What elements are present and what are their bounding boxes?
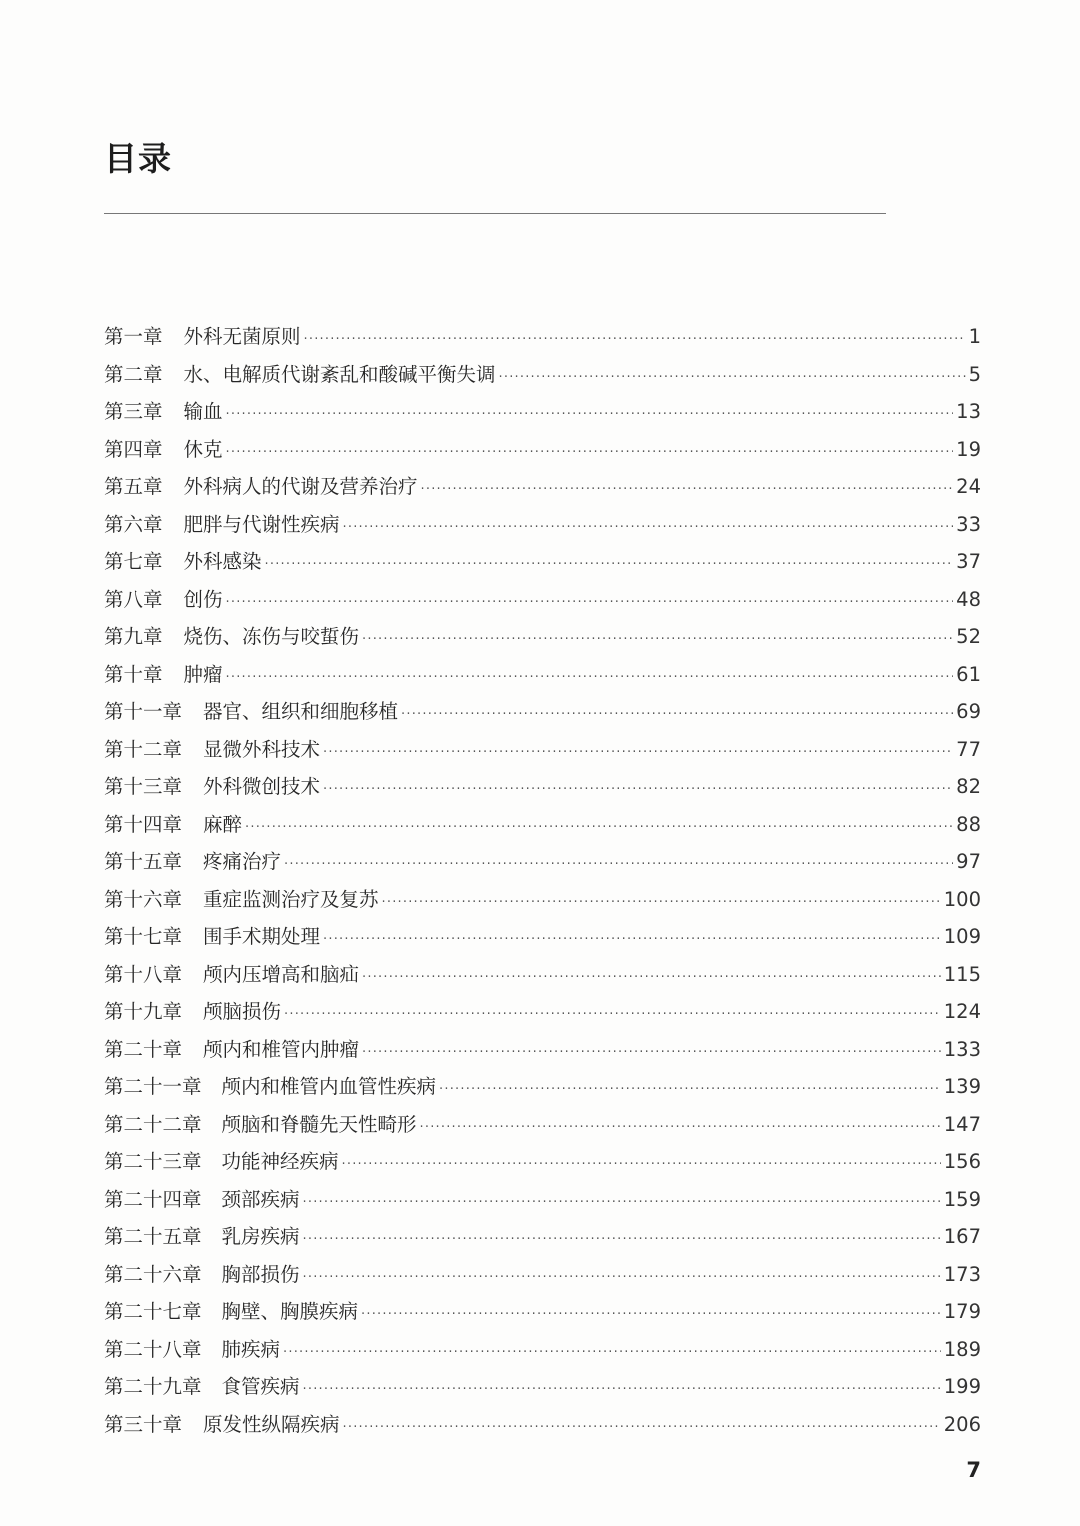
chapter-number: 第二十五章 bbox=[104, 1225, 202, 1248]
page-ref: 133 bbox=[943, 1037, 981, 1061]
dot-leader bbox=[439, 1071, 941, 1109]
toc-entry[interactable] bbox=[104, 656, 981, 694]
dot-leader bbox=[226, 396, 954, 434]
chapter-number: 第三十章 bbox=[104, 1412, 183, 1436]
dot-leader bbox=[304, 321, 966, 359]
dot-leader bbox=[245, 809, 953, 847]
chapter-title: 颅脑损伤 bbox=[203, 1000, 282, 1023]
title-divider bbox=[104, 213, 886, 214]
toc-entry[interactable] bbox=[104, 393, 981, 431]
chapter-title: 颅内和椎管内肿瘤 bbox=[203, 1037, 360, 1061]
toc-entry[interactable] bbox=[104, 881, 981, 919]
chapter-number: 第二十九章 bbox=[104, 1375, 202, 1398]
chapter-number: 第十八章 bbox=[104, 962, 183, 986]
chapter-number: 第二十章 bbox=[104, 1037, 183, 1061]
dot-leader bbox=[303, 1259, 941, 1297]
toc-entry[interactable] bbox=[104, 993, 981, 1031]
dot-leader bbox=[284, 996, 941, 1034]
chapter-title: 胸壁、胸膜疾病 bbox=[221, 1300, 359, 1323]
chapter-title: 乳房疾病 bbox=[221, 1225, 300, 1248]
page-ref: 147 bbox=[943, 1112, 981, 1136]
chapter-number: 第三章 bbox=[104, 400, 163, 423]
dot-leader bbox=[499, 359, 966, 397]
page-ref: 124 bbox=[943, 1000, 981, 1023]
chapter-number: 第一章 bbox=[104, 325, 163, 348]
page-ref: 52 bbox=[956, 625, 981, 648]
toc-entry[interactable] bbox=[104, 506, 981, 544]
toc-entry[interactable] bbox=[104, 431, 981, 469]
toc-entry[interactable] bbox=[104, 1218, 981, 1256]
chapter-number: 第四章 bbox=[104, 437, 163, 461]
page-ref: 189 bbox=[943, 1337, 981, 1361]
chapter-number: 第七章 bbox=[104, 550, 163, 573]
chapter-number: 第十六章 bbox=[104, 887, 183, 911]
toc-entry[interactable] bbox=[104, 1406, 981, 1444]
chapter-number: 第十五章 bbox=[104, 850, 183, 873]
chapter-number: 第二十一章 bbox=[104, 1075, 202, 1098]
dot-leader bbox=[226, 584, 954, 622]
toc-entry[interactable] bbox=[104, 806, 981, 844]
chapter-title: 外科感染 bbox=[183, 550, 262, 573]
chapter-number: 第六章 bbox=[104, 512, 163, 536]
toc-entry[interactable] bbox=[104, 468, 981, 506]
chapter-title: 肥胖与代谢性疾病 bbox=[183, 512, 340, 536]
page-ref: 167 bbox=[943, 1225, 981, 1248]
page-ref: 206 bbox=[943, 1412, 981, 1436]
page-ref: 115 bbox=[943, 962, 981, 986]
page-ref: 1 bbox=[968, 325, 981, 348]
chapter-title: 颅内和椎管内血管性疾病 bbox=[221, 1075, 437, 1098]
page-ref: 109 bbox=[943, 925, 981, 948]
page-ref: 88 bbox=[956, 812, 981, 836]
page-ref: 33 bbox=[956, 512, 981, 536]
dot-leader bbox=[303, 1371, 941, 1409]
chapter-title: 器官、组织和细胞移植 bbox=[203, 700, 399, 723]
chapter-number: 第十七章 bbox=[104, 925, 183, 948]
toc-entry[interactable] bbox=[104, 956, 981, 994]
toc-entry[interactable] bbox=[104, 1106, 981, 1144]
dot-leader bbox=[362, 1034, 941, 1072]
toc-entry[interactable] bbox=[104, 843, 981, 881]
chapter-number: 第十三章 bbox=[104, 775, 183, 798]
dot-leader bbox=[343, 1409, 941, 1447]
dot-leader bbox=[420, 1109, 941, 1147]
page-ref: 19 bbox=[956, 437, 981, 461]
toc-entry[interactable] bbox=[104, 1293, 981, 1331]
chapter-title: 疼痛治疗 bbox=[203, 850, 282, 873]
toc-list bbox=[104, 318, 981, 1443]
toc-entry[interactable] bbox=[104, 318, 981, 356]
chapter-title: 显微外科技术 bbox=[203, 737, 321, 761]
chapter-title: 食管疾病 bbox=[221, 1375, 300, 1398]
chapter-title: 休克 bbox=[183, 437, 223, 461]
chapter-number: 第十四章 bbox=[104, 812, 183, 836]
dot-leader bbox=[401, 696, 953, 734]
chapter-number: 第二章 bbox=[104, 362, 163, 386]
dot-leader bbox=[382, 884, 941, 922]
page-ref: 24 bbox=[956, 475, 981, 498]
dot-leader bbox=[323, 771, 953, 809]
toc-entry[interactable] bbox=[104, 1143, 981, 1181]
chapter-title: 原发性纵隔疾病 bbox=[203, 1412, 340, 1436]
page-ref: 13 bbox=[956, 400, 981, 423]
chapter-number: 第二十四章 bbox=[104, 1187, 202, 1211]
page-ref: 48 bbox=[956, 587, 981, 611]
chapter-title: 颅内压增高和脑疝 bbox=[203, 962, 360, 986]
toc-entry[interactable] bbox=[104, 1031, 981, 1069]
page-ref: 61 bbox=[956, 662, 981, 686]
page-ref: 173 bbox=[943, 1262, 981, 1286]
dot-leader bbox=[303, 1221, 941, 1259]
dot-leader bbox=[226, 659, 954, 697]
chapter-number: 第二十二章 bbox=[104, 1112, 202, 1136]
dot-leader bbox=[323, 921, 941, 959]
page-ref: 37 bbox=[956, 550, 981, 573]
chapter-number: 第二十七章 bbox=[104, 1300, 202, 1323]
chapter-number: 第十一章 bbox=[104, 700, 183, 723]
dot-leader bbox=[303, 1184, 941, 1222]
toc-entry[interactable] bbox=[104, 731, 981, 769]
page-ref: 82 bbox=[956, 775, 981, 798]
dot-leader bbox=[421, 471, 954, 509]
chapter-number: 第八章 bbox=[104, 587, 163, 611]
page-ref: 156 bbox=[943, 1150, 981, 1173]
toc-entry[interactable] bbox=[104, 543, 981, 581]
chapter-number: 第二十三章 bbox=[104, 1150, 202, 1173]
toc-entry[interactable] bbox=[104, 1181, 981, 1219]
dot-leader bbox=[361, 1296, 941, 1334]
toc-entry[interactable] bbox=[104, 1368, 981, 1406]
toc-entry[interactable] bbox=[104, 356, 981, 394]
dot-leader bbox=[226, 434, 954, 472]
dot-leader bbox=[343, 509, 954, 547]
page-ref: 199 bbox=[943, 1375, 981, 1398]
page-ref: 100 bbox=[943, 887, 981, 911]
chapter-title: 肺疾病 bbox=[221, 1337, 281, 1361]
toc-entry[interactable] bbox=[104, 618, 981, 656]
chapter-number: 第十二章 bbox=[104, 737, 183, 761]
toc-entry[interactable] bbox=[104, 768, 981, 806]
page-ref: 97 bbox=[956, 850, 981, 873]
page-ref: 77 bbox=[956, 737, 981, 761]
page-ref: 179 bbox=[943, 1300, 981, 1323]
chapter-title: 肿瘤 bbox=[183, 662, 223, 686]
chapter-number: 第二十八章 bbox=[104, 1337, 202, 1361]
chapter-title: 围手术期处理 bbox=[203, 925, 321, 948]
chapter-title: 麻醉 bbox=[203, 812, 243, 836]
toc-entry[interactable] bbox=[104, 1068, 981, 1106]
chapter-title: 输血 bbox=[183, 400, 223, 423]
page-ref: 159 bbox=[943, 1187, 981, 1211]
page-ref: 5 bbox=[968, 362, 981, 386]
chapter-number: 第九章 bbox=[104, 625, 163, 648]
dot-leader bbox=[362, 621, 953, 659]
toc-entry[interactable] bbox=[104, 1256, 981, 1294]
chapter-number: 第十章 bbox=[104, 662, 163, 686]
toc-entry[interactable] bbox=[104, 693, 981, 731]
dot-leader bbox=[265, 546, 954, 584]
toc-entry[interactable] bbox=[104, 581, 981, 619]
chapter-title: 重症监测治疗及复苏 bbox=[203, 887, 379, 911]
chapter-title: 功能神经疾病 bbox=[221, 1150, 339, 1173]
dot-leader bbox=[323, 734, 953, 772]
chapter-title: 水、电解质代谢紊乱和酸碱平衡失调 bbox=[183, 362, 496, 386]
dot-leader bbox=[342, 1146, 941, 1184]
page-number: 7 bbox=[966, 1458, 981, 1482]
chapter-title: 外科病人的代谢及营养治疗 bbox=[183, 475, 418, 498]
toc-entry[interactable] bbox=[104, 1331, 981, 1369]
chapter-number: 第二十六章 bbox=[104, 1262, 202, 1286]
chapter-number: 第五章 bbox=[104, 475, 163, 498]
page-title: 目录 bbox=[104, 139, 172, 178]
chapter-number: 第十九章 bbox=[104, 1000, 183, 1023]
chapter-title: 外科无菌原则 bbox=[183, 325, 301, 348]
toc-entry[interactable] bbox=[104, 918, 981, 956]
chapter-title: 烧伤、冻伤与咬蜇伤 bbox=[183, 625, 360, 648]
dot-leader bbox=[284, 846, 953, 884]
chapter-title: 创伤 bbox=[183, 587, 223, 611]
chapter-title: 外科微创技术 bbox=[203, 775, 321, 798]
page-ref: 139 bbox=[943, 1075, 981, 1098]
chapter-title: 颅脑和脊髓先天性畸形 bbox=[221, 1112, 417, 1136]
dot-leader bbox=[362, 959, 941, 997]
dot-leader bbox=[283, 1334, 941, 1372]
chapter-title: 颈部疾病 bbox=[221, 1187, 300, 1211]
chapter-title: 胸部损伤 bbox=[221, 1262, 300, 1286]
page-ref: 69 bbox=[956, 700, 981, 723]
